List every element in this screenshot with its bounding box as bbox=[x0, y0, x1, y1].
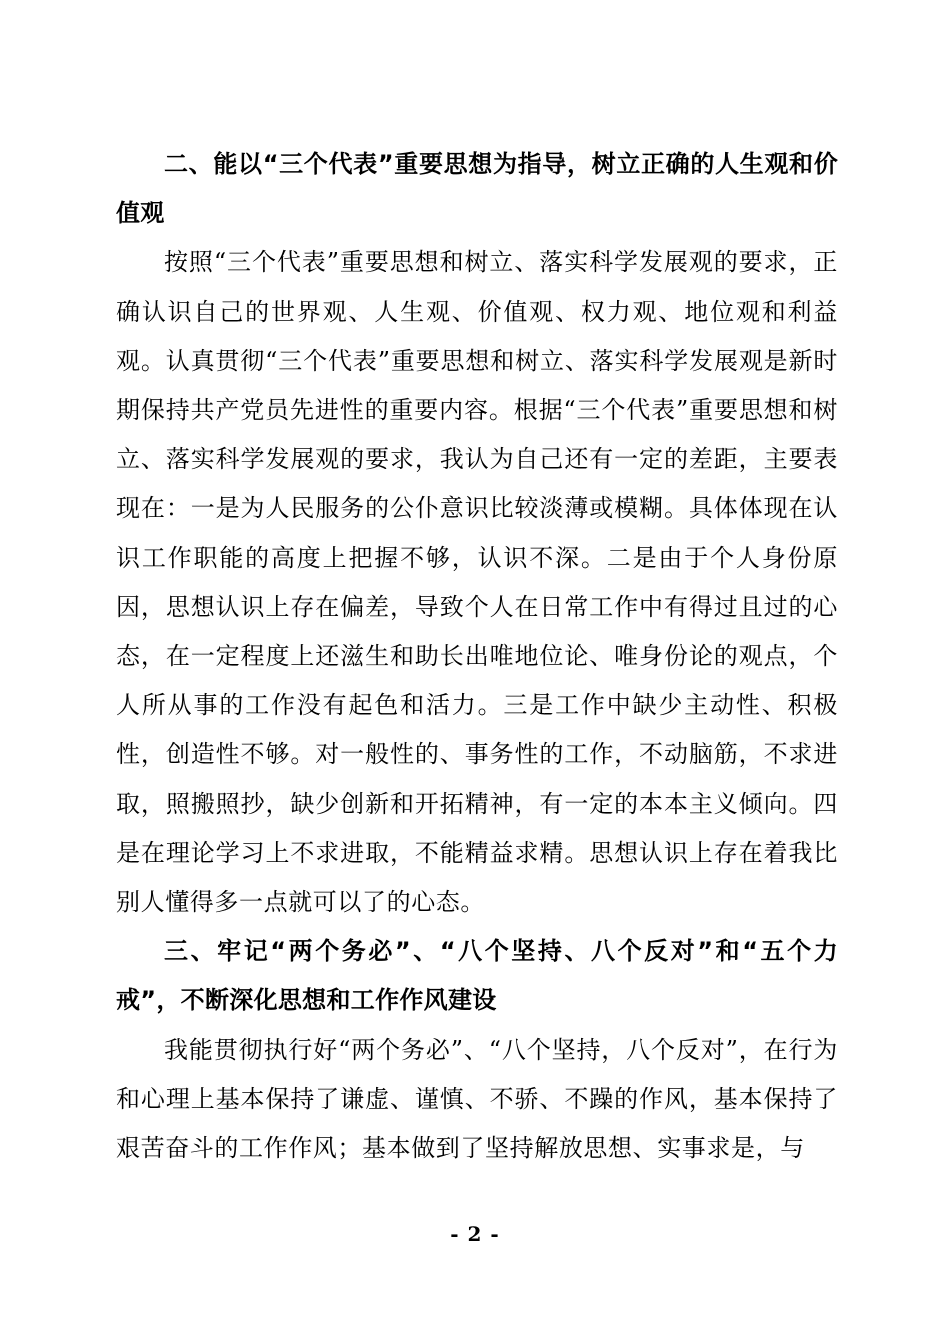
page-number: - 2 - bbox=[450, 1222, 500, 1246]
section-heading-2: 二、能以“三个代表”重要思想为指导，树立正确的人生观和价值观 bbox=[116, 150, 838, 228]
section-paragraph-2: 按照“三个代表”重要思想和树立、落实科学发展观的要求，正确认识自己的世界观、人生观、价值观、权力观、地位观和利益观。认真贯彻“三个代表”重要思想和树立、落实科学发展观是新时期保持共产党员先进性的重要内容。根据“三个代表”重要思想和树立、落实科学发展观的要求，我认为自己还有一定的差距，主要表现在：一是为人民服务的公仆意识比较淡薄或模糊。具体体现在认识工作职能的高度上把握不够，认识不深。二是由于个人身份原因，思想认识上存在偏差，导致个人在日常工作中有得过且过的心态，在一定程度上还滋生和助长出唯地位论、唯身份论的观点，个人所从事的工作没有起色和活力。三是工作中缺少主动性、积极性，创造性不够。对一般性的、事务性的工作，不动脑筋，不求进取，照搬照抄，缺少创新和开拓精神，有一定的本本主义倾向。四是在理论学习上不求进取，不能精益求精。思想认识上存在着我比别人懂得多一点就可以了的心态。 bbox=[116, 248, 838, 917]
document-body bbox=[116, 140, 838, 1173]
section-heading-3: 三、牢记“两个务必”、“八个坚持、八个反对”和“五个力戒”，不断深化思想和工作作风建设 bbox=[116, 937, 838, 1015]
section-paragraph-3: 我能贯彻执行好“两个务必”、“八个坚持，八个反对”，在行为和心理上基本保持了谦虚、谨慎、不骄、不躁的作风，基本保持了艰苦奋斗的工作作风；基本做到了坚持解放思想、实事求是，与 bbox=[116, 1035, 838, 1163]
